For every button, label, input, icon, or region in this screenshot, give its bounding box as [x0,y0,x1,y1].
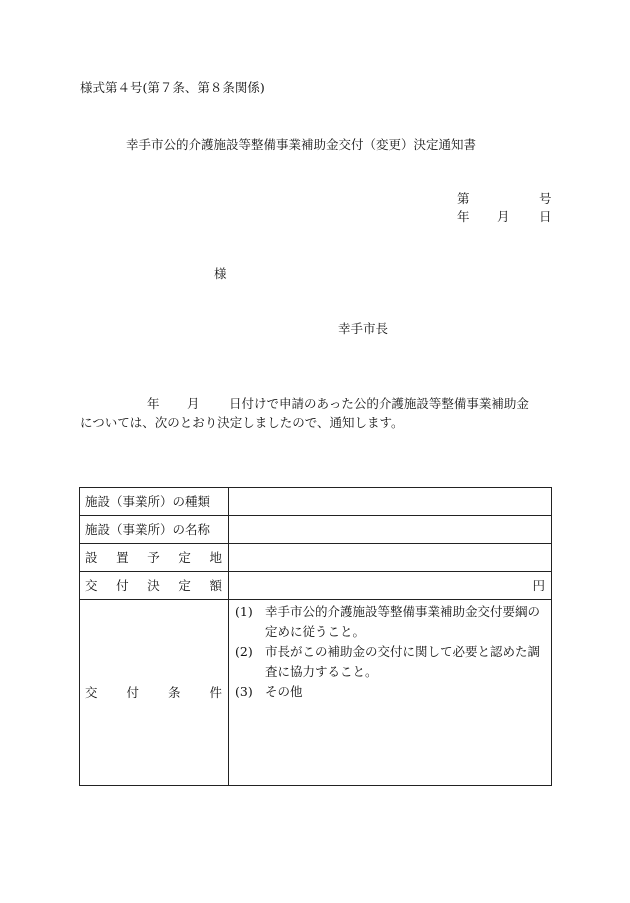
facility-type-value [229,488,552,516]
condition-number: (2) [235,644,253,659]
condition-item [235,602,541,642]
grant-detail-table [79,487,552,786]
table-row [80,600,552,786]
condition-number: (3) [235,684,253,699]
condition-item [235,642,541,682]
condition-text: 市長がこの補助金の交付に関して必要と認めた調査に協力すること。 [265,644,541,679]
facility-name-label: 施設（事業所）の名称 [80,516,229,544]
facility-name-value [229,516,552,544]
body-year: 年 [147,396,160,411]
label-char: 予 [147,550,160,565]
table-row [80,488,552,516]
label-char: 付 [116,578,129,593]
date-day: 日 [539,209,552,224]
conditions-list [229,600,552,786]
label-char: 条 [167,685,181,700]
grant-amount-label [80,572,229,600]
body-text-line1: 日付けで申請のあった公的介護施設等整備事業補助金 [229,396,529,411]
planned-location-label [80,544,229,572]
document-number-suffix: 号 [539,191,552,206]
condition-item [235,682,541,702]
label-char: 決 [147,578,160,593]
grant-amount-value: 円 [229,572,552,600]
label-char: 交 [85,685,98,700]
recipient-honorific: 様 [214,266,227,281]
body-month: 月 [187,396,200,411]
table-row [80,544,552,572]
label-char: 定 [178,578,191,593]
facility-type-label: 施設（事業所）の種類 [80,488,229,516]
table-row [80,572,552,600]
label-char: 交 [85,578,98,593]
sender-name: 幸手市長 [338,321,389,336]
table-row [80,516,552,544]
label-char: 地 [209,550,222,565]
condition-text: 幸手市公的介護施設等整備事業補助金交付要綱の定めに従うこと。 [265,604,541,639]
planned-location-value [229,544,552,572]
label-char: 設 [85,550,98,565]
label-char: 定 [178,550,191,565]
label-char: 付 [126,685,139,700]
body-text-line2: については、次のとおり決定しましたので、通知します。 [80,415,404,430]
date-year: 年 [457,209,470,224]
label-char: 置 [116,550,129,565]
document-title: 幸手市公的介護施設等整備事業補助金交付（変更）決定通知書 [126,137,477,152]
label-char: 件 [209,685,222,700]
label-char: 額 [209,578,222,593]
document-number-prefix: 第 [457,191,470,206]
conditions-label [80,600,229,786]
date-month: 月 [497,209,510,224]
condition-number: (1) [235,604,253,619]
condition-text: その他 [265,684,303,699]
form-reference: 様式第４号(第７条、第８条関係) [80,80,265,95]
